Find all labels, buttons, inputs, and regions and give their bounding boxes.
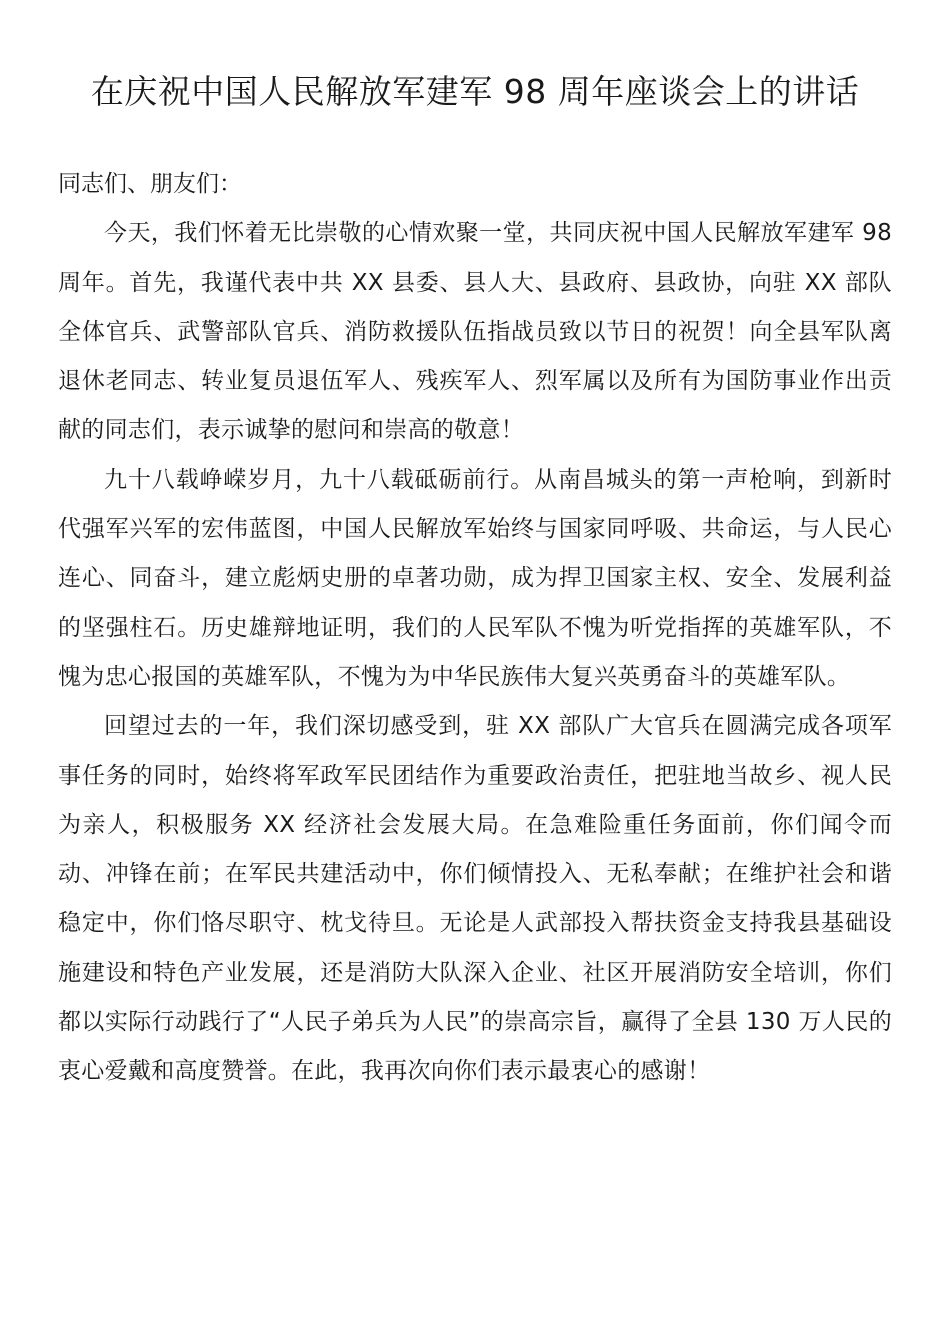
paragraph-greeting: 今天，我们怀着无比崇敬的心情欢聚一堂，共同庆祝中国人民解放军建军 98 周年。首先，我谨代表中共 XX 县委、县人大、县政府、县政协，向驻 XX 部队全体官兵、武警部队官兵、消防救援队伍指战员致以节日的祝贺！向全县军队离退休老同志、转业复员退伍军人、残疾军人、烈军属以及所有为国防事业作出贡献的同志们，表示诚挚的慰问和崇高的敬意！	[58, 220, 892, 444]
paragraph-review: 回望过去的一年，我们深切感受到，驻 XX 部队广大官兵在圆满完成各项军事任务的同时，始终将军政军民团结作为重要政治责任，把驻地当故乡、视人民为亲人，积极服务 XX 经济社会发展大局。在急难险重任务面前，你们闻令而动、冲锋在前；在军民共建活动中，你们倾情投入、无私奉献；在维护社会和谐稳定中，你们恪尽职守、枕戈待旦。无论是人武部投入帮扶资金支持我县基础设施建设和特色产业发展，还是消防大队深入企业、社区开展消防安全培训，你们都以实际行动践行了“人民子弟兵为人民”的崇高宗旨，赢得了全县 130 万人民的衷心爱戴和高度赞誉。在此，我再次向你们表示最衷心的感谢！	[58, 713, 892, 1085]
paragraph-history: 九十八载峥嵘岁月，九十八载砥砺前行。从南昌城头的第一声枪响，到新时代强军兴军的宏伟蓝图，中国人民解放军始终与国家同呼吸、共命运，与人民心连心、同奋斗，建立彪炳史册的卓著功勋，成为捍卫国家主权、安全、发展利益的坚强柱石。历史雄辩地证明，我们的人民军队不愧为听党指挥的英雄军队，不愧为忠心报国的英雄军队，不愧为为中华民族伟大复兴英勇奋斗的英雄军队。	[58, 466, 892, 690]
salutation: 同志们、朋友们：	[58, 171, 242, 197]
document-title: 在庆祝中国人民解放军建军 98 周年座谈会上的讲话	[90, 72, 860, 111]
